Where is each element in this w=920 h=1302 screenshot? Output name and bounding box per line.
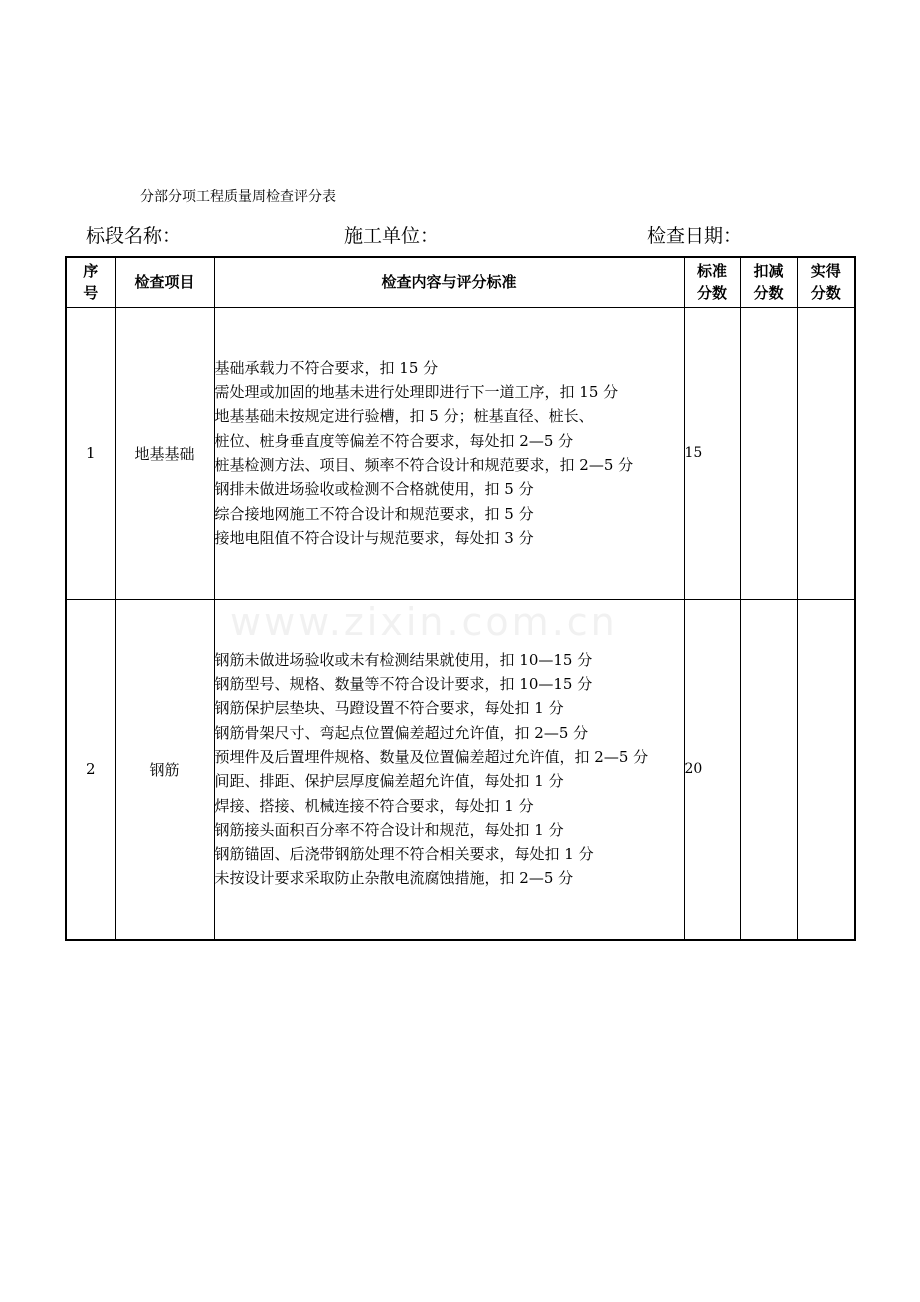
criteria-line: 钢筋接头面积百分率不符合设计和规范，每处扣 1 分 <box>214 820 564 839</box>
document-title: 分部分项工程质量周检查评分表 <box>140 189 336 205</box>
header-standard: 标准分数 <box>684 257 740 307</box>
criteria-line: 桩位、桩身垂直度等偏差不符合要求，每处扣 2—5 分 <box>214 431 574 450</box>
table-row <box>66 599 855 940</box>
criteria-line: 钢筋型号、规格、数量等不符合设计要求，扣 10—15 分 <box>214 675 593 694</box>
criteria-line: 焊接、搭接、机械连接不符合要求，每处扣 1 分 <box>214 796 534 815</box>
table-header-row <box>66 257 855 307</box>
score-table <box>65 256 856 941</box>
criteria-line: 基础承载力不符合要求，扣 15 分 <box>214 358 439 377</box>
criteria-line: 钢筋未做进场验收或未有检测结果就使用，扣 10—15 分 <box>214 650 593 669</box>
criteria-line: 综合接地网施工不符合设计和规范要求，扣 5 分 <box>214 504 534 523</box>
criteria-line: 间距、排距、保护层厚度偏差超允许值，每处扣 1 分 <box>214 772 564 791</box>
table-row <box>66 307 855 599</box>
row-actual-score[interactable] <box>797 599 855 940</box>
criteria-line: 桩基检测方法、项目、频率不符合设计和规范要求，扣 2—5 分 <box>214 456 634 474</box>
criteria-line: 接地电阻值不符合设计与规范要求，每处扣 3 分 <box>214 528 534 547</box>
contractor-label: 施工单位： <box>344 225 440 247</box>
row-no: 1 <box>66 307 115 599</box>
criteria-line: 钢筋保护层垫块、马蹬设置不符合要求，每处扣 1 分 <box>214 699 564 718</box>
row-item: 地基基础 <box>115 307 214 599</box>
row-standard-score: 20 <box>684 599 740 940</box>
row-content <box>214 307 684 599</box>
row-actual-score[interactable] <box>797 307 855 599</box>
header-content: 检查内容与评分标准 <box>214 257 684 307</box>
criteria-line: 钢筋锚固、后浇带钢筋处理不符合相关要求，每处扣 1 分 <box>214 845 594 864</box>
row-item: 钢筋 <box>115 599 214 940</box>
row-standard-score: 15 <box>684 307 740 599</box>
row-deduct-score[interactable] <box>740 307 797 599</box>
row-content <box>214 599 684 940</box>
header-actual: 实得分数 <box>797 257 855 307</box>
criteria-line: 地基基础未按规定进行验槽，扣 5 分；桩基直径、桩长、 <box>214 407 594 426</box>
watermark: www.zixin.com.cn <box>230 600 618 644</box>
row-deduct-score[interactable] <box>740 599 797 940</box>
section-name-label: 标段名称： <box>86 225 182 247</box>
inspection-date-label: 检查日期： <box>647 225 743 247</box>
criteria-line: 钢排未做进场验收或检测不合格就使用，扣 5 分 <box>214 480 534 499</box>
criteria-line: 需处理或加固的地基未进行处理即进行下一道工序，扣 15 分 <box>214 383 619 402</box>
row-no: 2 <box>66 599 115 940</box>
header-item: 检查项目 <box>115 257 214 307</box>
header-no: 序号 <box>66 257 115 307</box>
criteria-line: 钢筋骨架尺寸、弯起点位置偏差超过允许值，扣 2—5 分 <box>214 723 589 742</box>
criteria-line: 未按设计要求采取防止杂散电流腐蚀措施，扣 2—5 分 <box>214 869 574 888</box>
criteria-line: 预埋件及后置埋件规格、数量及位置偏差超过允许值，扣 2—5 分 <box>214 747 649 766</box>
header-deduct: 扣减分数 <box>740 257 797 307</box>
